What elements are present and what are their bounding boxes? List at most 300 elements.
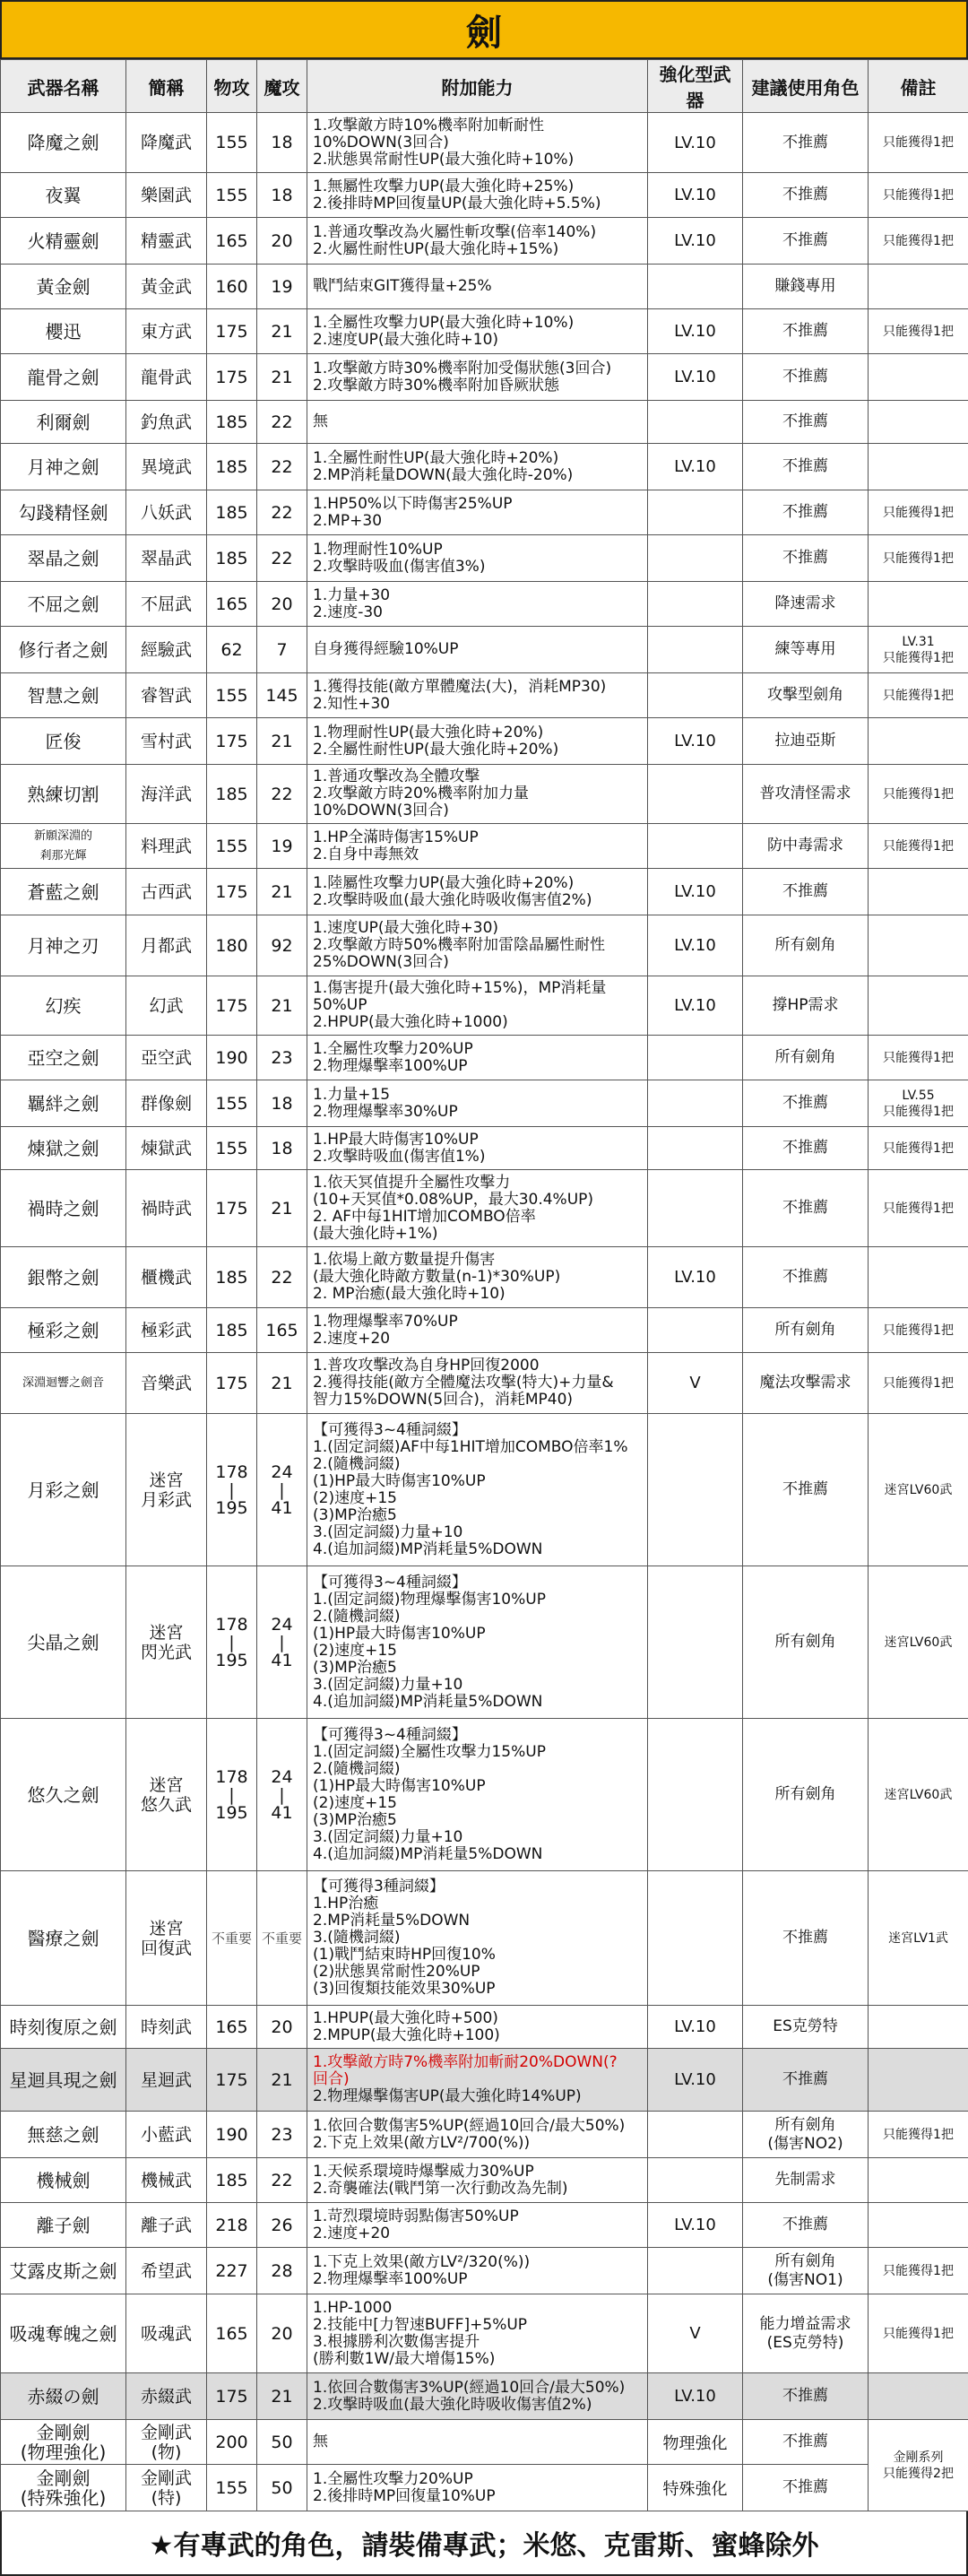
ability-text: 1.攻擊敵方時10%機率附加斬耐性 10%DOWN(3回合) 2.狀態異常耐性UP(最大強化時+10%) bbox=[307, 113, 648, 173]
recommended-role: 不推薦 bbox=[743, 113, 869, 173]
short-name: 月都武 bbox=[126, 915, 207, 976]
ability-text: 1.依天冥值提升全屬性攻擊力 (10+天冥值*0.08%UP，最大30.4%UP) 2. AF中每1HIT增加COMBO倍率 (最大強化時+1%) bbox=[307, 1170, 648, 1247]
short-name: 煉獄武 bbox=[126, 1127, 207, 1170]
header-enhanced-type: 強化型武器 bbox=[648, 60, 743, 113]
weapon-name: 極彩之劍 bbox=[1, 1308, 126, 1353]
recommended-role: 防中毒需求 bbox=[743, 824, 869, 869]
table-row bbox=[1, 1127, 968, 1170]
enhanced-type: LV.10 bbox=[648, 113, 743, 173]
physical-attack: 175 bbox=[207, 1353, 257, 1414]
weapon-name: 櫻迅 bbox=[1, 309, 126, 354]
table-row bbox=[1, 915, 968, 976]
ability-text: 1.獲得技能(敵方單體魔法(大)，消耗MP30) 2.知性+30 bbox=[307, 673, 648, 718]
magic-attack: 21 bbox=[257, 718, 307, 765]
ability-text: 1.全屬性攻擊力20%UP 2.後排時MP回復量10%UP bbox=[307, 2465, 648, 2511]
physical-attack: 160 bbox=[207, 265, 257, 309]
weapon-name: 匠俊 bbox=[1, 718, 126, 765]
magic-attack: 22 bbox=[257, 1247, 307, 1308]
magic-attack: 92 bbox=[257, 915, 307, 976]
recommended-role: 不推薦 bbox=[743, 1080, 869, 1127]
header-physical-attack: 物攻 bbox=[207, 60, 257, 113]
table-row bbox=[1, 2112, 968, 2158]
notes bbox=[869, 2006, 968, 2049]
enhanced-type: V bbox=[648, 2294, 743, 2373]
notes: 只能獲得1把 bbox=[869, 824, 968, 869]
recommended-role: 魔法攻擊需求 bbox=[743, 1353, 869, 1414]
table-row bbox=[1, 1308, 968, 1353]
notes: 只能獲得1把 bbox=[869, 113, 968, 173]
physical-attack: 178 | 195 bbox=[207, 1566, 257, 1719]
weapon-name: 利爾劍 bbox=[1, 401, 126, 444]
short-name: 離子武 bbox=[126, 2203, 207, 2248]
short-name: 群像劍 bbox=[126, 1080, 207, 1127]
ability-text: 【可獲得3~4種詞綴】 1.(固定詞綴)AF中每1HIT增加COMBO倍率1% 2.(隨機詞綴) (1)HP最大時傷害10%UP (2)速度+15 (3)MP治癒5 3.(固定詞綴)力量+10 4.(追加詞綴)MP消耗量5%DOWN bbox=[307, 1414, 648, 1566]
notes bbox=[869, 976, 968, 1036]
ability-text: 1.天候系環境時爆擊威力30%UP 2.奇襲確法(戰鬥第一次行動改為先制) bbox=[307, 2158, 648, 2203]
weapon-name: 龍骨之劍 bbox=[1, 354, 126, 401]
recommended-role: 不推薦 bbox=[743, 173, 869, 218]
weapon-name: 蒼藍之劍 bbox=[1, 869, 126, 915]
enhanced-type: LV.10 bbox=[648, 976, 743, 1036]
table-row bbox=[1, 401, 968, 444]
enhanced-type: LV.10 bbox=[648, 2006, 743, 2049]
ability-text: 1.普攻攻擊改為自身HP回復2000 2.獲得技能(敵方全體魔法攻擊(特大)+力量& 智力15%DOWN(5回合)，消耗MP40) bbox=[307, 1353, 648, 1414]
recommended-role: 不推薦 bbox=[743, 535, 869, 582]
ability-text: 1.HP全滿時傷害15%UP 2.自身中毒無效 bbox=[307, 824, 648, 869]
enhanced-type: 特殊強化 bbox=[648, 2465, 743, 2511]
magic-attack: 20 bbox=[257, 2294, 307, 2373]
magic-attack: 18 bbox=[257, 173, 307, 218]
short-name: 降魔武 bbox=[126, 113, 207, 173]
physical-attack: 165 bbox=[207, 582, 257, 627]
table-row bbox=[1, 113, 968, 173]
weapon-name: 月彩之劍 bbox=[1, 1414, 126, 1566]
physical-attack: 200 bbox=[207, 2420, 257, 2465]
table-row bbox=[1, 2294, 968, 2373]
short-name: 亞空武 bbox=[126, 1036, 207, 1080]
category-title: 劍 bbox=[0, 0, 968, 59]
table-row bbox=[1, 1871, 968, 2006]
recommended-role: 不推薦 bbox=[743, 309, 869, 354]
physical-attack: 218 bbox=[207, 2203, 257, 2248]
notes bbox=[869, 2373, 968, 2420]
table-row bbox=[1, 2158, 968, 2203]
short-name: 經驗武 bbox=[126, 627, 207, 673]
magic-attack: 22 bbox=[257, 765, 307, 824]
notes bbox=[869, 2158, 968, 2203]
table-row bbox=[1, 673, 968, 718]
short-name: 時刻武 bbox=[126, 2006, 207, 2049]
enhanced-type bbox=[648, 582, 743, 627]
enhanced-type: LV.10 bbox=[648, 173, 743, 218]
header-row bbox=[1, 60, 968, 113]
recommended-role: 所有劍角 bbox=[743, 915, 869, 976]
physical-attack: 178 | 195 bbox=[207, 1414, 257, 1566]
recommended-role: 不推薦 bbox=[743, 354, 869, 401]
short-name: 迷宮 閃光武 bbox=[126, 1566, 207, 1719]
table-body bbox=[1, 113, 968, 2511]
magic-attack: 19 bbox=[257, 265, 307, 309]
notes bbox=[869, 915, 968, 976]
notes: 只能獲得1把 bbox=[869, 490, 968, 535]
notes: 只能獲得1把 bbox=[869, 535, 968, 582]
recommended-role: 不推薦 bbox=[743, 444, 869, 490]
magic-attack: 不重要 bbox=[257, 1871, 307, 2006]
recommended-role: 不推薦 bbox=[743, 1247, 869, 1308]
recommended-role: 降速需求 bbox=[743, 582, 869, 627]
recommended-role: 所有劍角 bbox=[743, 1308, 869, 1353]
table-row bbox=[1, 444, 968, 490]
enhanced-type bbox=[648, 401, 743, 444]
recommended-role: 先制需求 bbox=[743, 2158, 869, 2203]
short-name: 金剛武 (物) bbox=[126, 2420, 207, 2465]
table-row bbox=[1, 173, 968, 218]
ability-text: 1.全屬性耐性UP(最大強化時+20%) 2.MP消耗量DOWN(最大強化時-20%) bbox=[307, 444, 648, 490]
magic-attack: 24 | 41 bbox=[257, 1719, 307, 1871]
short-name: 希望武 bbox=[126, 2248, 207, 2294]
enhanced-type: LV.10 bbox=[648, 218, 743, 265]
short-name: 小藍武 bbox=[126, 2112, 207, 2158]
table-row bbox=[1, 2006, 968, 2049]
physical-attack: 185 bbox=[207, 1247, 257, 1308]
recommended-role: 能力增益需求 (ES克勞特) bbox=[743, 2294, 869, 2373]
ability-text: 【可獲得3種詞綴】 1.HP治癒 2.MP消耗量5%DOWN 3.(隨機詞綴) (1)戰鬥結束時HP回復10% (2)狀態異常耐性20%UP (3)回復類技能效果30%UP bbox=[307, 1871, 648, 2006]
physical-attack: 185 bbox=[207, 444, 257, 490]
ability-text: 1.下克上效果(敵方LV²/320(%)) 2.物理爆擊率100%UP bbox=[307, 2248, 648, 2294]
recommended-role: 攻擊型劍角 bbox=[743, 673, 869, 718]
magic-attack: 145 bbox=[257, 673, 307, 718]
table-row bbox=[1, 1566, 968, 1719]
physical-attack: 185 bbox=[207, 401, 257, 444]
weapon-name: 修行者之劍 bbox=[1, 627, 126, 673]
enhanced-type bbox=[648, 1080, 743, 1127]
table-row bbox=[1, 354, 968, 401]
recommended-role: 不推薦 bbox=[743, 1170, 869, 1247]
weapon-name: 火精靈劍 bbox=[1, 218, 126, 265]
magic-attack: 50 bbox=[257, 2465, 307, 2511]
recommended-role: 賺錢專用 bbox=[743, 265, 869, 309]
ability-text: 1.力量+30 2.速度-30 bbox=[307, 582, 648, 627]
notes: 只能獲得1把 bbox=[869, 1353, 968, 1414]
weapon-name: 金剛劍 (物理強化) bbox=[1, 2420, 126, 2465]
weapon-name: 智慧之劍 bbox=[1, 673, 126, 718]
notes bbox=[869, 718, 968, 765]
ability-text: 1.HPUP(最大強化時+500) 2.MPUP(最大強化時+100) bbox=[307, 2006, 648, 2049]
magic-attack: 26 bbox=[257, 2203, 307, 2248]
weapon-name: 無慈之劍 bbox=[1, 2112, 126, 2158]
table-row bbox=[1, 1247, 968, 1308]
magic-attack: 21 bbox=[257, 1353, 307, 1414]
magic-attack: 23 bbox=[257, 1036, 307, 1080]
short-name: 幻武 bbox=[126, 976, 207, 1036]
physical-attack: 155 bbox=[207, 173, 257, 218]
recommended-role: 不推薦 bbox=[743, 869, 869, 915]
weapon-name: 幻疾 bbox=[1, 976, 126, 1036]
notes bbox=[869, 582, 968, 627]
weapon-name: 機械劍 bbox=[1, 2158, 126, 2203]
weapon-name: 月神之刃 bbox=[1, 915, 126, 976]
physical-attack: 185 bbox=[207, 1308, 257, 1353]
ability-text: 無 bbox=[307, 401, 648, 444]
ability-text: 1.依場上敵方數量提升傷害 (最大強化時敵方數量(n-1)*30%UP) 2. MP治癒(最大強化時+10) bbox=[307, 1247, 648, 1308]
enhanced-type bbox=[648, 1719, 743, 1871]
short-name: 翠晶武 bbox=[126, 535, 207, 582]
notes: LV.31 只能獲得1把 bbox=[869, 627, 968, 673]
magic-attack: 24 | 41 bbox=[257, 1414, 307, 1566]
notes: 只能獲得1把 bbox=[869, 2294, 968, 2373]
table-row bbox=[1, 2373, 968, 2420]
table-row bbox=[1, 490, 968, 535]
weapon-name: 深淵迴響之劍音 bbox=[1, 1353, 126, 1414]
table-row bbox=[1, 2420, 968, 2465]
enhanced-type bbox=[648, 2248, 743, 2294]
header-ability: 附加能力 bbox=[307, 60, 648, 113]
notes: 只能獲得1把 bbox=[869, 1170, 968, 1247]
notes: 只能獲得1把 bbox=[869, 2112, 968, 2158]
physical-attack: 165 bbox=[207, 2294, 257, 2373]
magic-attack: 21 bbox=[257, 869, 307, 915]
table-row bbox=[1, 535, 968, 582]
magic-attack: 21 bbox=[257, 354, 307, 401]
enhanced-type bbox=[648, 1308, 743, 1353]
weapon-name: 醫療之劍 bbox=[1, 1871, 126, 2006]
table-row bbox=[1, 1353, 968, 1414]
notes: 只能獲得1把 bbox=[869, 765, 968, 824]
ability-text: 無 bbox=[307, 2420, 648, 2465]
enhanced-type bbox=[648, 824, 743, 869]
physical-attack: 175 bbox=[207, 2049, 257, 2112]
short-name: 吸魂武 bbox=[126, 2294, 207, 2373]
recommended-role: 不推薦 bbox=[743, 401, 869, 444]
recommended-role: 不推薦 bbox=[743, 218, 869, 265]
short-name: 海洋武 bbox=[126, 765, 207, 824]
magic-attack: 18 bbox=[257, 1080, 307, 1127]
weapon-name: 熟練切割 bbox=[1, 765, 126, 824]
notes: LV.55 只能獲得1把 bbox=[869, 1080, 968, 1127]
weapon-name: 夜翼 bbox=[1, 173, 126, 218]
ability-text: 1.依回合數傷害3%UP(經過10回合/最大50%) 2.攻擊時吸血(最大強化時吸收傷害值2%) bbox=[307, 2373, 648, 2420]
weapon-name: 翠晶之劍 bbox=[1, 535, 126, 582]
magic-attack: 20 bbox=[257, 2006, 307, 2049]
notes bbox=[869, 2203, 968, 2248]
enhanced-type bbox=[648, 265, 743, 309]
magic-attack: 50 bbox=[257, 2420, 307, 2465]
recommended-role: 不推薦 bbox=[743, 2049, 869, 2112]
ability-text: 1.無屬性攻擊力UP(最大強化時+25%) 2.後排時MP回復量UP(最大強化時+5.5%) bbox=[307, 173, 648, 218]
notes: 迷宮LV1武 bbox=[869, 1871, 968, 2006]
notes: 只能獲得1把 bbox=[869, 309, 968, 354]
magic-attack: 22 bbox=[257, 490, 307, 535]
ability-text: 1.苛烈環境時弱點傷害50%UP 2.速度+20 bbox=[307, 2203, 648, 2248]
magic-attack: 18 bbox=[257, 113, 307, 173]
table-row bbox=[1, 2203, 968, 2248]
magic-attack: 21 bbox=[257, 1170, 307, 1247]
enhanced-type bbox=[648, 627, 743, 673]
physical-attack: 185 bbox=[207, 2158, 257, 2203]
weapon-name: 新願深淵的 剎那光輝 bbox=[1, 824, 126, 869]
enhanced-type: LV.10 bbox=[648, 309, 743, 354]
ability-text: 1.物理耐性10%UP 2.攻擊時吸血(傷害值3%) bbox=[307, 535, 648, 582]
short-name: 禍時武 bbox=[126, 1170, 207, 1247]
enhanced-type: LV.10 bbox=[648, 718, 743, 765]
magic-attack: 21 bbox=[257, 309, 307, 354]
notes: 只能獲得1把 bbox=[869, 673, 968, 718]
short-name: 迷宮 回復武 bbox=[126, 1871, 207, 2006]
recommended-role: 所有劍角 bbox=[743, 1566, 869, 1719]
weapon-name: 降魔之劍 bbox=[1, 113, 126, 173]
weapon-name: 禍時之劍 bbox=[1, 1170, 126, 1247]
notes bbox=[869, 1247, 968, 1308]
notes: 只能獲得1把 bbox=[869, 1127, 968, 1170]
weapon-name: 赤綴の劍 bbox=[1, 2373, 126, 2420]
enhanced-type bbox=[648, 1036, 743, 1080]
physical-attack: 不重要 bbox=[207, 1871, 257, 2006]
table-row bbox=[1, 976, 968, 1036]
ability-text: 1.全屬性攻擊力20%UP 2.物理爆擊率100%UP bbox=[307, 1036, 648, 1080]
weapon-name: 艾露皮斯之劍 bbox=[1, 2248, 126, 2294]
short-name: 金剛武 (特) bbox=[126, 2465, 207, 2511]
weapon-name: 金剛劍 (特殊強化) bbox=[1, 2465, 126, 2511]
short-name: 不屈武 bbox=[126, 582, 207, 627]
table-row bbox=[1, 218, 968, 265]
notes bbox=[869, 869, 968, 915]
enhanced-type bbox=[648, 1414, 743, 1566]
short-name: 古西武 bbox=[126, 869, 207, 915]
ability-text: 1.HP-1000 2.技能中[力智速BUFF]+5%UP 3.根據勝利次數傷害提升 (勝利數1W/最大增傷15%) bbox=[307, 2294, 648, 2373]
magic-attack: 19 bbox=[257, 824, 307, 869]
notes: 金剛系列 只能獲得2把 bbox=[869, 2420, 968, 2511]
header-magic-attack: 魔攻 bbox=[257, 60, 307, 113]
short-name: 極彩武 bbox=[126, 1308, 207, 1353]
short-name: 迷宮 月彩武 bbox=[126, 1414, 207, 1566]
short-name: 機械武 bbox=[126, 2158, 207, 2203]
short-name: 櫃機武 bbox=[126, 1247, 207, 1308]
notes bbox=[869, 2049, 968, 2112]
enhanced-type bbox=[648, 673, 743, 718]
magic-attack: 165 bbox=[257, 1308, 307, 1353]
table-row bbox=[1, 1036, 968, 1080]
physical-attack: 175 bbox=[207, 718, 257, 765]
table-row bbox=[1, 869, 968, 915]
physical-attack: 227 bbox=[207, 2248, 257, 2294]
notes: 只能獲得1把 bbox=[869, 173, 968, 218]
magic-attack: 24 | 41 bbox=[257, 1566, 307, 1719]
short-name: 星迴武 bbox=[126, 2049, 207, 2112]
short-name: 睿智武 bbox=[126, 673, 207, 718]
ability-text: 1.HP50%以下時傷害25%UP 2.MP+30 bbox=[307, 490, 648, 535]
ability-text: 1.HP最大時傷害10%UP 2.攻擊時吸血(傷害值1%) bbox=[307, 1127, 648, 1170]
ability-text: 1.普通攻擊改為火屬性斬攻擊(倍率140%) 2.火屬性耐性UP(最大強化時+15%) bbox=[307, 218, 648, 265]
recommended-role: 練等專用 bbox=[743, 627, 869, 673]
notes: 迷宮LV60武 bbox=[869, 1414, 968, 1566]
magic-attack: 23 bbox=[257, 2112, 307, 2158]
recommended-role: 所有劍角 (傷害NO1) bbox=[743, 2248, 869, 2294]
physical-attack: 175 bbox=[207, 354, 257, 401]
enhanced-type: LV.10 bbox=[648, 2203, 743, 2248]
ability-highlight: 1.攻擊敵方時7%機率附加斬耐20%DOWN(? 回合) bbox=[313, 2053, 618, 2088]
notes: 只能獲得1把 bbox=[869, 1036, 968, 1080]
physical-attack: 62 bbox=[207, 627, 257, 673]
recommended-role: 所有劍角 (傷害NO2) bbox=[743, 2112, 869, 2158]
enhanced-type bbox=[648, 2158, 743, 2203]
magic-attack: 22 bbox=[257, 2158, 307, 2203]
magic-attack: 28 bbox=[257, 2248, 307, 2294]
magic-attack: 20 bbox=[257, 218, 307, 265]
weapon-table bbox=[0, 59, 968, 2511]
recommended-role: ES克勞特 bbox=[743, 2006, 869, 2049]
table-row bbox=[1, 265, 968, 309]
ability-text: 戰鬥結束GIT獲得量+25% bbox=[307, 265, 648, 309]
enhanced-type: LV.10 bbox=[648, 2373, 743, 2420]
magic-attack: 22 bbox=[257, 444, 307, 490]
ability-text: 1.依回合數傷害5%UP(經過10回合/最大50%) 2.下克上效果(敵方LV²/700(%)) bbox=[307, 2112, 648, 2158]
recommended-role: 所有劍角 bbox=[743, 1036, 869, 1080]
notes: 迷宮LV60武 bbox=[869, 1566, 968, 1719]
physical-attack: 185 bbox=[207, 765, 257, 824]
recommended-role: 不推薦 bbox=[743, 2465, 869, 2511]
physical-attack: 155 bbox=[207, 824, 257, 869]
table-row bbox=[1, 582, 968, 627]
physical-attack: 175 bbox=[207, 1170, 257, 1247]
ability-text: 【可獲得3~4種詞綴】 1.(固定詞綴)全屬性攻擊力15%UP 2.(隨機詞綴) (1)HP最大時傷害10%UP (2)速度+15 (3)MP治癒5 3.(固定詞綴)力量+10 4.(追加詞綴)MP消耗量5%DOWN bbox=[307, 1719, 648, 1871]
ability-text bbox=[307, 2049, 648, 2112]
ability-text: 1.攻擊敵方時30%機率附加受傷狀態(3回合) 2.攻擊敵方時30%機率附加昏厥狀態 bbox=[307, 354, 648, 401]
header-notes: 備註 bbox=[869, 60, 968, 113]
weapon-name: 亞空之劍 bbox=[1, 1036, 126, 1080]
short-name: 雪村武 bbox=[126, 718, 207, 765]
recommended-role: 不推薦 bbox=[743, 490, 869, 535]
table-row bbox=[1, 1719, 968, 1871]
physical-attack: 175 bbox=[207, 309, 257, 354]
enhanced-type bbox=[648, 2112, 743, 2158]
short-name: 龍骨武 bbox=[126, 354, 207, 401]
short-name: 音樂武 bbox=[126, 1353, 207, 1414]
weapon-name: 羈絆之劍 bbox=[1, 1080, 126, 1127]
enhanced-type bbox=[648, 765, 743, 824]
weapon-name: 星迴具現之劍 bbox=[1, 2049, 126, 2112]
table-row bbox=[1, 718, 968, 765]
recommended-role: 不推薦 bbox=[743, 2203, 869, 2248]
weapon-name: 不屈之劍 bbox=[1, 582, 126, 627]
enhanced-type: LV.10 bbox=[648, 869, 743, 915]
short-name: 料理武 bbox=[126, 824, 207, 869]
physical-attack: 155 bbox=[207, 113, 257, 173]
notes: 只能獲得1把 bbox=[869, 1308, 968, 1353]
enhanced-type bbox=[648, 1871, 743, 2006]
physical-attack: 190 bbox=[207, 2112, 257, 2158]
ability-text: 【可獲得3~4種詞綴】 1.(固定詞綴)物理爆擊傷害10%UP 2.(隨機詞綴) (1)HP最大時傷害10%UP (2)速度+15 (3)MP治癒5 3.(固定詞綴)力量+10 4.(追加詞綴)MP消耗量5%DOWN bbox=[307, 1566, 648, 1719]
physical-attack: 180 bbox=[207, 915, 257, 976]
physical-attack: 155 bbox=[207, 1127, 257, 1170]
recommended-role: 撐HP需求 bbox=[743, 976, 869, 1036]
enhanced-type bbox=[648, 535, 743, 582]
recommended-role: 普攻清怪需求 bbox=[743, 765, 869, 824]
table-row bbox=[1, 824, 968, 869]
table-row bbox=[1, 1170, 968, 1247]
table-row bbox=[1, 1414, 968, 1566]
physical-attack: 175 bbox=[207, 869, 257, 915]
notes: 迷宮LV60武 bbox=[869, 1719, 968, 1871]
short-name: 精靈武 bbox=[126, 218, 207, 265]
weapon-name: 吸魂奪魄之劍 bbox=[1, 2294, 126, 2373]
physical-attack: 165 bbox=[207, 218, 257, 265]
magic-attack: 20 bbox=[257, 582, 307, 627]
table-row bbox=[1, 309, 968, 354]
header-recommended: 建議使用角色 bbox=[743, 60, 869, 113]
weapon-name: 時刻復原之劍 bbox=[1, 2006, 126, 2049]
footer-note: ★有專武的角色，請裝備專武；米悠、克雷斯、蜜蜂除外 bbox=[0, 2511, 968, 2576]
weapon-name: 尖晶之劍 bbox=[1, 1566, 126, 1719]
